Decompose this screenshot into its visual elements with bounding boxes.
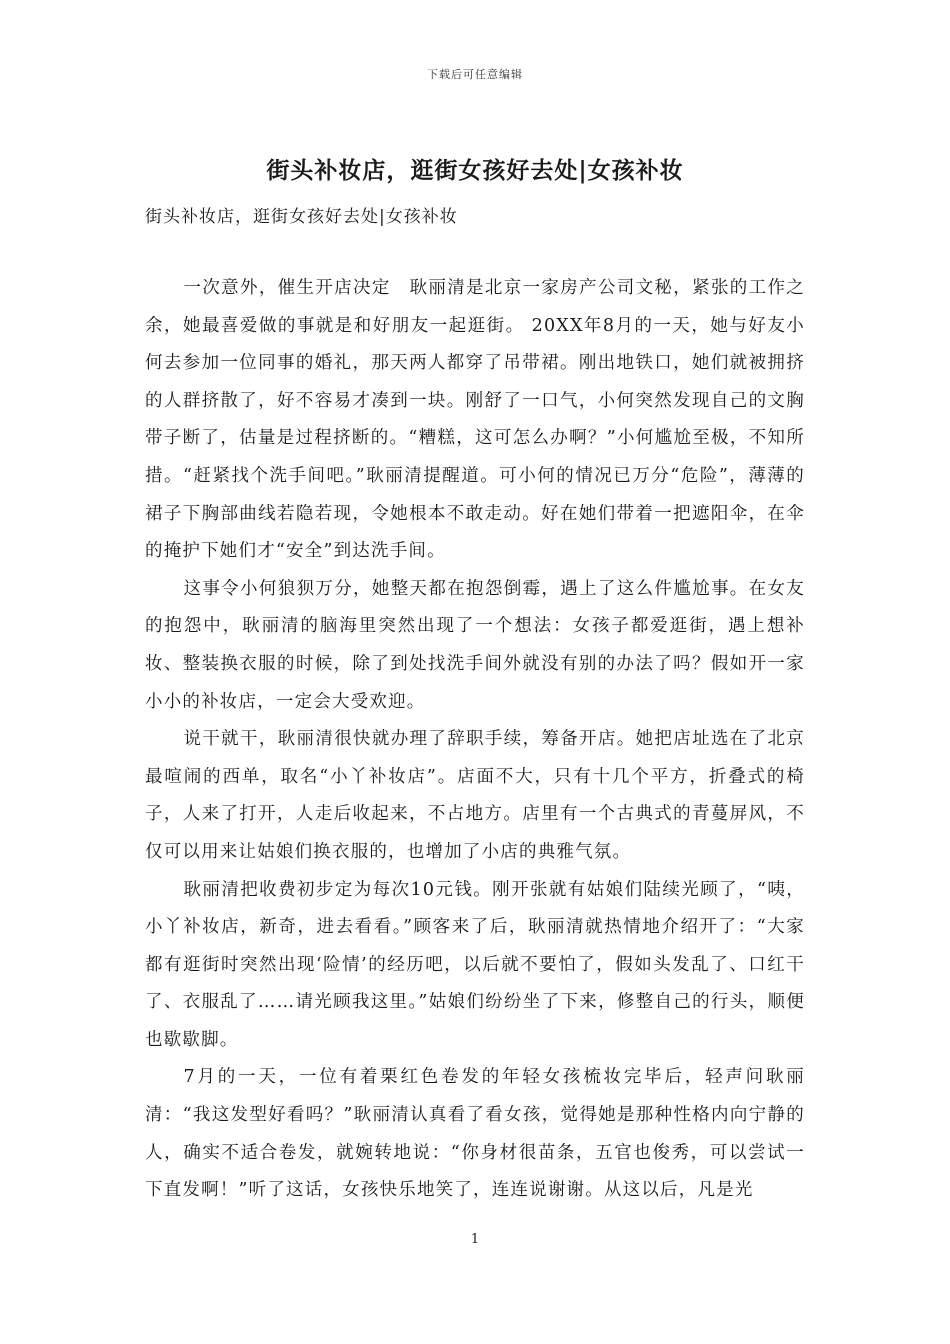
document-subtitle: 街头补妆店，逛街女孩好去处|女孩补妆: [145, 207, 458, 227]
paragraph: 这事令小何狼狈万分，她整天都在抱怨倒霉，遇上了这么件尴尬事。在女友的抱怨中，耿丽清的脑海里突然出现了一个想法：女孩子都爱逛街，遇上想补妆、整装换衣服的时候，除了到处找洗手间外就没有别的办法了吗？假如开一家小小的补妆店，一定会大受欢迎。: [145, 578, 805, 712]
paragraph: 一次意外，催生开店决定 耿丽清是北京一家房产公司文秘，紧张的工作之余，她最喜爱做的事就是和好朋友一起逛街。 20XX年8月的一天，她与好友小何去参加一位同事的婚礼，那天两人都穿了吊带裙。刚出地铁口，她们就被拥挤的人群挤散了，好不容易才凑到一块。刚舒了一口气，小何突然发现自己的文胸带子断了，估量是过程挤断的。“糟糕，这可怎么办啊？”小何尴尬至极，不知所措。“赶紧找个洗手间吧。”耿丽清提醒道。可小何的情况已万分“危险”，薄薄的裙子下胸部曲线若隐若现，令她根本不敢走动。好在她们带着一把遮阳伞，在伞的掩护下她们才“安全”到达洗手间。: [145, 278, 805, 562]
document-body: [145, 270, 805, 1210]
paragraph: 说干就干，耿丽清很快就办理了辞职手续，筹备开店。她把店址选在了北京最喧闹的西单，取名“小丫补妆店”。店面不大，只有十几个平方，折叠式的椅子，人来了打开，人走后收起来，不占地方。店里有一个古典式的青蔓屏风，不仅可以用来让姑娘们换衣服的，也增加了小店的典雅气氛。: [145, 729, 805, 862]
header-note: 下载后可任意编辑: [427, 68, 523, 81]
document-title: 街头补妆店，逛街女孩好去处|女孩补妆: [266, 157, 684, 184]
paragraph: 7月的一天，一位有着栗红色卷发的年轻女孩梳妆完毕后，轻声问耿丽清：“我这发型好看吗？”耿丽清认真看了看女孩，觉得她是那种性格内向宁静的人，确实不适合卷发，就婉转地说：“你身材很苗条，五官也俊秀，可以尝试一下直发啊！”听了这话，女孩快乐地笑了，连连说谢谢。从这以后，凡是光: [145, 1067, 805, 1201]
paragraph: 耿丽清把收费初步定为每次10元钱。刚开张就有姑娘们陆续光顾了，“咦，小丫补妆店，新奇，进去看看。”顾客来了后，耿丽清就热情地介绍开了：“大家都有逛街时突然出现‘险情’的经历吧，以后就不要怕了，假如头发乱了、口红干了、衣服乱了……请光顾我这里。”姑娘们纷纷坐了下来，修整自己的行头，顺便也歇歇脚。: [145, 879, 805, 1050]
page-number: 1: [470, 1232, 480, 1247]
